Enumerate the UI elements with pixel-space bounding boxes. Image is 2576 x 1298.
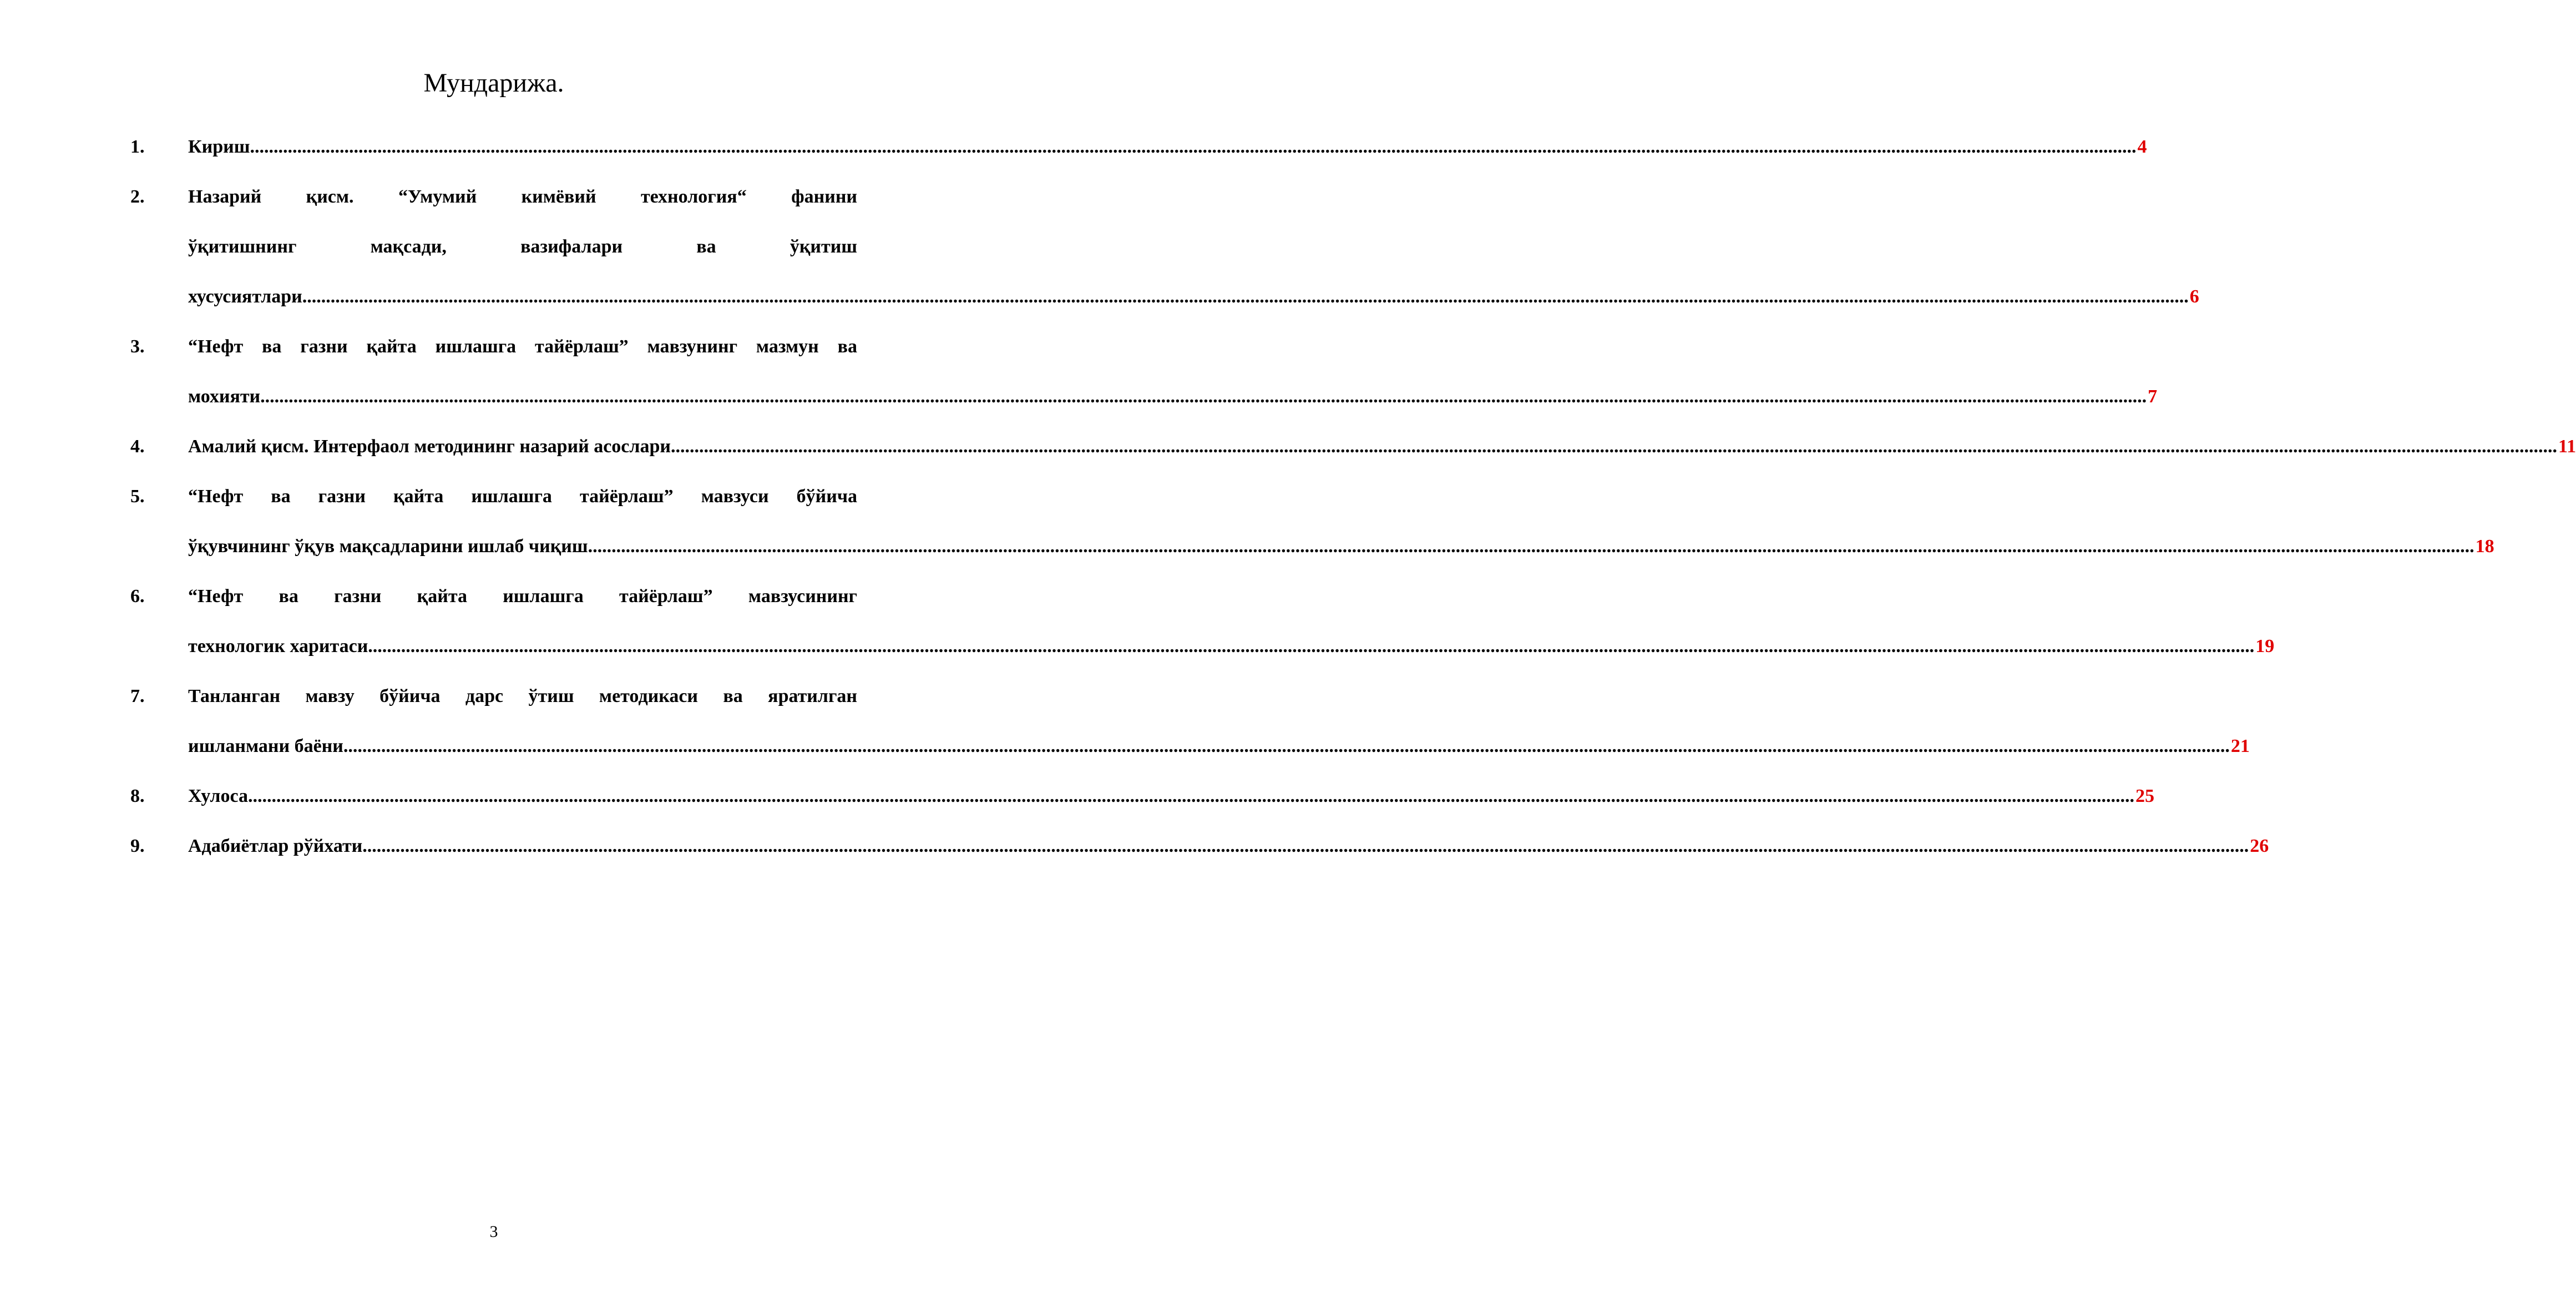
- toc-page-number: 6: [2189, 286, 2199, 307]
- toc-entry-number: 6.: [130, 586, 145, 607]
- toc-entry-number: 9.: [130, 836, 145, 856]
- toc-entry-title: технологик харитаси: [188, 636, 368, 656]
- toc-entry-number: 4.: [130, 436, 145, 457]
- toc-leader-dots: ................................................................................................................................................................................................................................................................................................................................................................................................................: [343, 736, 2230, 756]
- toc-page-number: 11: [2558, 436, 2576, 457]
- toc-entry-title: хусусиятлари: [188, 286, 302, 307]
- toc-entry-text: [188, 322, 2158, 422]
- page-number: 3: [489, 1223, 498, 1241]
- toc-entry[interactable]: [130, 172, 2199, 322]
- toc-entry-number: 1.: [130, 137, 145, 157]
- toc-entry[interactable]: [130, 821, 2269, 871]
- toc-entry-title: ўқувчининг ўқув мақсадларини ишлаб чиқиш: [188, 536, 588, 557]
- toc-entry-number: 8.: [130, 786, 145, 806]
- toc-entry-text: [188, 422, 2576, 472]
- toc-leader-dots: ................................................................................................................................................................................................................................................................................................................................................................................................................: [260, 386, 2147, 407]
- toc-leader-dots: ................................................................................................................................................................................................................................................................................................................................................................................................................: [302, 286, 2189, 307]
- toc-page-number: 7: [2148, 386, 2158, 407]
- toc-entry-last-line: [188, 771, 2154, 821]
- toc-entry-last-line: [188, 522, 2494, 572]
- toc-page-number: 26: [2250, 836, 2269, 856]
- table-of-contents: [130, 122, 2576, 871]
- toc-entry-text: [188, 821, 2269, 871]
- toc-entry[interactable]: [130, 572, 2275, 671]
- toc-entry-line: “Нефт ва газни қайта ишлашга тайёрлаш” мавзусининг: [188, 586, 857, 607]
- toc-entry-text: [188, 572, 2275, 671]
- toc-leader-dots: ................................................................................................................................................................................................................................................................................................................................................................................................................: [362, 836, 2249, 856]
- toc-entry-title: Кириш: [188, 137, 250, 157]
- toc-entry-text: [188, 671, 2250, 771]
- toc-leader-dots: ................................................................................................................................................................................................................................................................................................................................................................................................................: [250, 137, 2137, 157]
- page-title: Мундарижа.: [423, 68, 564, 98]
- toc-entry-text: [188, 472, 2494, 572]
- toc-page-number: 18: [2475, 536, 2494, 557]
- toc-entry-title: Хулоса: [188, 786, 248, 806]
- toc-entry[interactable]: [130, 322, 2158, 422]
- toc-entry[interactable]: [130, 771, 2154, 821]
- toc-entry-text: [188, 771, 2154, 821]
- toc-leader-dots: ................................................................................................................................................................................................................................................................................................................................................................................................................: [248, 786, 2134, 806]
- toc-entry-text: [188, 172, 2199, 322]
- toc-entry[interactable]: [130, 671, 2250, 771]
- toc-page-number: 4: [2137, 137, 2147, 157]
- toc-entry-number: 2.: [130, 186, 145, 207]
- toc-entry-line: Назарий қисм. “Умумий кимёвий технология“ фанини: [188, 186, 857, 207]
- toc-entry-title: ишланмани баёни: [188, 736, 343, 756]
- toc-page-number: 21: [2230, 736, 2250, 756]
- toc-entry-last-line: [188, 721, 2250, 771]
- toc-entry-text: [188, 122, 2147, 172]
- toc-entry-number: 5.: [130, 486, 145, 507]
- toc-page-number: 19: [2255, 636, 2275, 656]
- toc-leader-dots: ................................................................................................................................................................................................................................................................................................................................................................................................................: [670, 436, 2557, 457]
- toc-entry-title: Адабиётлар рўйхати: [188, 836, 363, 856]
- toc-entry-last-line: [188, 272, 2199, 322]
- toc-entry-last-line: [188, 422, 2576, 472]
- toc-leader-dots: ................................................................................................................................................................................................................................................................................................................................................................................................................: [588, 536, 2474, 557]
- toc-entry-last-line: [188, 622, 2275, 671]
- toc-entry-line: “Нефт ва газни қайта ишлашга тайёрлаш” мавзунинг мазмун ва: [188, 336, 857, 357]
- toc-entry-last-line: [188, 372, 2158, 422]
- toc-entry-last-line: [188, 821, 2269, 871]
- toc-entry-title: Амалий қисм. Интерфаол методининг назарий асослари: [188, 436, 671, 457]
- toc-entry-last-line: [188, 122, 2147, 172]
- toc-entry-number: 3.: [130, 336, 145, 357]
- toc-entry-line: ўқитишнинг мақсади, вазифалари ва ўқитиш: [188, 236, 857, 257]
- toc-entry-number: 7.: [130, 686, 145, 706]
- toc-entry[interactable]: [130, 472, 2494, 572]
- toc-leader-dots: ................................................................................................................................................................................................................................................................................................................................................................................................................: [368, 636, 2255, 656]
- toc-entry-title: мохияти: [188, 386, 261, 407]
- toc-entry[interactable]: [130, 422, 2576, 472]
- toc-entry[interactable]: [130, 122, 2147, 172]
- toc-page-number: 25: [2135, 786, 2154, 806]
- toc-entry-line: Танланган мавзу бўйича дарс ўтиш методикаси ва яратилган: [188, 686, 857, 706]
- toc-entry-line: “Нефт ва газни қайта ишлашга тайёрлаш” мавзуси бўйича: [188, 486, 857, 507]
